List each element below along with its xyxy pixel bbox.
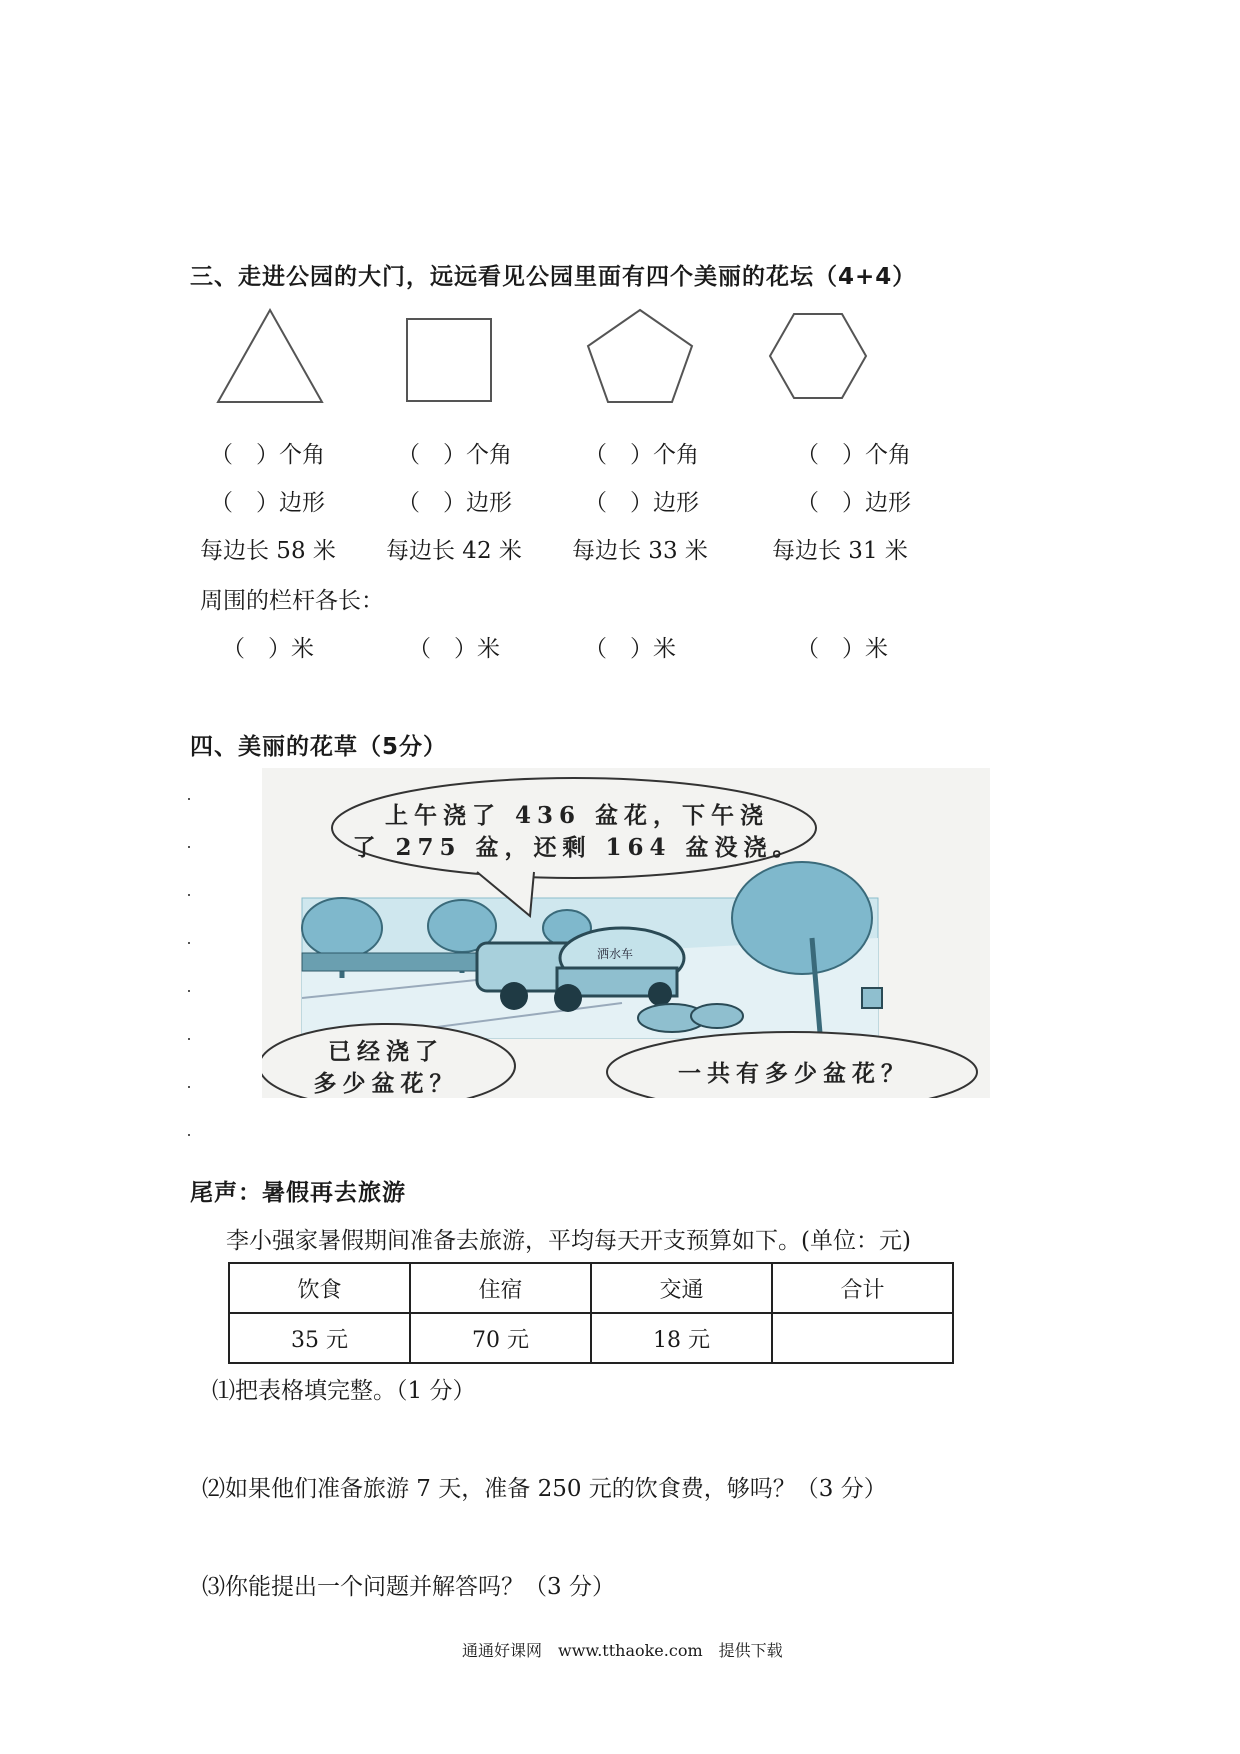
bubble-left-line1: 已经浇了 — [328, 1038, 444, 1065]
footer-text: 通通好课网 www.tthaoke.com 提供下载 — [462, 1641, 783, 1660]
header-lodging: 住宿 — [410, 1263, 591, 1313]
side-length-3: 每边长 33 米 — [572, 538, 708, 564]
side-length-1: 每边长 58 米 — [200, 538, 336, 564]
side-length-4: 每边长 31 米 — [772, 538, 908, 564]
bubble-right: 一共有多少盆花？ — [678, 1060, 910, 1087]
blank-sides-2[interactable]: （ ）边形 — [397, 490, 512, 516]
truck-label: 洒水车 — [597, 947, 634, 961]
blank-answer-3[interactable]: （ ）米 — [584, 636, 676, 662]
blank-angles-1[interactable]: （ ）个角 — [210, 442, 325, 468]
table-header-row — [229, 1263, 953, 1313]
blank-angles-3[interactable]: （ ）个角 — [584, 442, 699, 468]
bubble-left-line2: 多少盆花？ — [313, 1070, 459, 1097]
blank-angles-4[interactable]: （ ）个角 — [796, 442, 911, 468]
bubble-top-line1: 上午浇了 436 盆花，下午浇 — [384, 802, 770, 829]
blank-answer-4[interactable]: （ ）米 — [796, 636, 888, 662]
table-value-row — [229, 1313, 953, 1363]
fence-label: 周围的栏杆各长： — [200, 588, 384, 614]
value-lodging: 70 元 — [410, 1313, 591, 1363]
travel-intro: 李小强家暑假期间准备去旅游，平均每天开支预算如下。(单位：元) — [226, 1228, 911, 1254]
value-transport: 18 元 — [591, 1313, 772, 1363]
section3-heading: 三、走进公园的大门，远远看见公园里面有四个美丽的花坛（4+4） — [190, 264, 917, 290]
header-transport: 交通 — [591, 1263, 772, 1313]
header-food: 饮食 — [229, 1263, 410, 1313]
value-total-blank[interactable] — [772, 1313, 953, 1363]
blank-sides-3[interactable]: （ ）边形 — [584, 490, 699, 516]
triangle-icon — [214, 306, 326, 406]
park-illustration — [262, 768, 990, 1098]
budget-table — [228, 1262, 954, 1364]
blank-answer-2[interactable]: （ ）米 — [408, 636, 500, 662]
bubble-top-line2: 了 275 盆，还剩 164 盆没浇。 — [352, 834, 802, 861]
section5-heading: 尾声：暑假再去旅游 — [190, 1180, 406, 1206]
hexagon-icon — [766, 310, 870, 402]
side-length-2: 每边长 42 米 — [386, 538, 522, 564]
question-1: ⑴把表格填完整。（1 分） — [212, 1378, 476, 1404]
blank-sides-1[interactable]: （ ）边形 — [210, 490, 325, 516]
blank-angles-2[interactable]: （ ）个角 — [397, 442, 512, 468]
bubble-left — [276, 1036, 496, 1098]
value-food: 35 元 — [229, 1313, 410, 1363]
pentagon-icon — [584, 306, 696, 406]
question-2: ⑵如果他们准备旅游 7 天，准备 250 元的饮食费，够吗？（3 分） — [202, 1476, 887, 1502]
blank-answer-1[interactable]: （ ）米 — [222, 636, 314, 662]
square-icon — [404, 316, 494, 404]
section4-heading: 四、美丽的花草（5分） — [190, 734, 448, 760]
header-total: 合计 — [772, 1263, 953, 1313]
blank-sides-4[interactable]: （ ）边形 — [796, 490, 911, 516]
question-3: ⑶你能提出一个问题并解答吗？（3 分） — [202, 1574, 615, 1600]
bubble-top — [352, 800, 802, 864]
